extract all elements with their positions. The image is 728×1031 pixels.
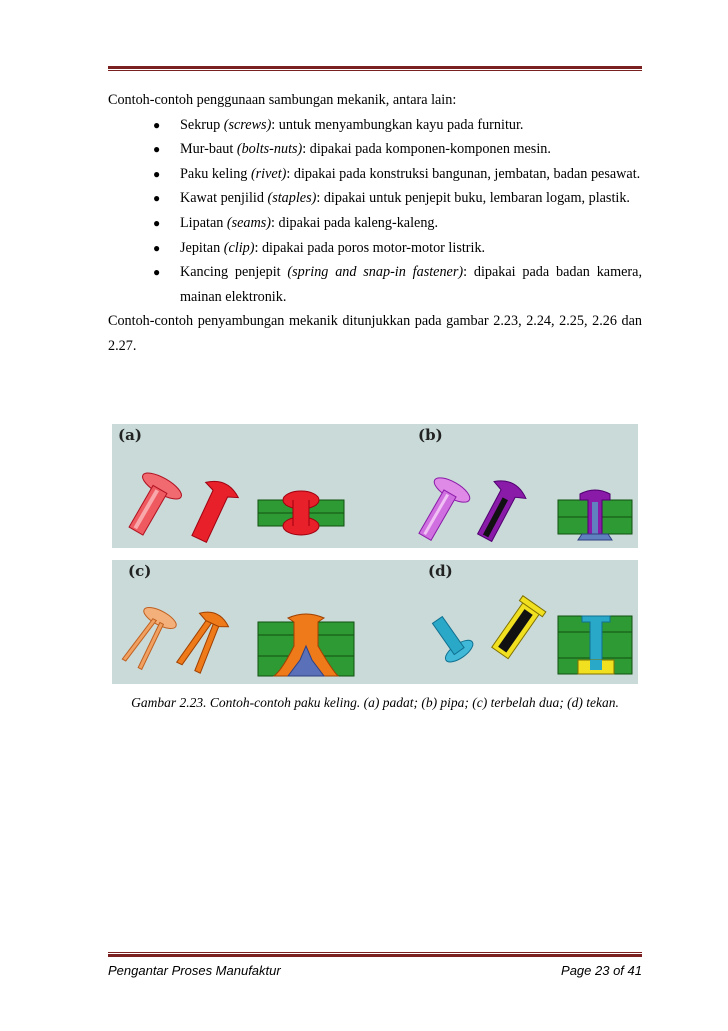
- list-item: ● Sekrup (screws): untuk menyambungkan kayu pada furnitur.: [108, 113, 642, 138]
- figure-panel-bottom: [112, 560, 638, 684]
- body-text: [108, 88, 642, 359]
- footer-rule: [108, 952, 642, 957]
- list-item: ● Kawat penjilid (staples): dipakai untuk penjepit buku, lembaran logam, plastik.: [108, 186, 642, 211]
- list-item: ● Jepitan (clip): dipakai pada poros motor-motor listrik.: [108, 236, 642, 261]
- header-rule: [108, 66, 642, 71]
- solid-tubular-rivets-illustration: [112, 424, 638, 548]
- figure-caption: Gambar 2.23. Contoh-contoh paku keling. (a) padat; (b) pipa; (c) terbelah dua; (d) tekan.: [131, 695, 619, 710]
- intro-paragraph: Contoh-contoh penggunaan sambungan mekanik, antara lain:: [108, 92, 457, 108]
- figure-panel-top: [112, 424, 638, 548]
- footer-book-title: Pengantar Proses Manufaktur: [108, 963, 281, 978]
- bullet-icon: ●: [153, 142, 161, 157]
- list-item: ● Mur-baut (bolts-nuts): dipakai pada komponen-komponen mesin.: [108, 137, 642, 162]
- rivet-figure: [112, 424, 638, 696]
- list-item: ● Lipatan (seams): dipakai pada kaleng-kaleng.: [108, 211, 642, 236]
- bullet-icon: ●: [153, 191, 161, 206]
- bullet-icon: ●: [153, 240, 161, 255]
- footer-page-number: Page 23 of 41: [561, 963, 642, 978]
- split-compression-rivets-illustration: [112, 560, 638, 684]
- bullet-icon: ●: [153, 117, 161, 132]
- bullet-icon: ●: [153, 265, 161, 280]
- list-item: ● Kancing penjepit (spring and snap-in fastener): dipakai pada badan kamera, mainan elektronik.: [108, 260, 642, 309]
- panel-label-d: (d): [428, 562, 453, 580]
- bullet-icon: ●: [153, 215, 161, 230]
- outro-paragraph: Contoh-contoh penyambungan mekanik ditunjukkan pada gambar 2.23, 2.24, 2.25, 2.26 dan 2.27.: [108, 313, 642, 354]
- fastener-list: [108, 113, 642, 310]
- panel-label-a: (a): [118, 426, 142, 444]
- panel-label-c: (c): [128, 562, 152, 580]
- list-item: ● Paku keling (rivet): dipakai pada konstruksi bangunan, jembatan, badan pesawat.: [108, 162, 642, 187]
- panel-label-b: (b): [418, 426, 443, 444]
- bullet-icon: ●: [153, 166, 161, 181]
